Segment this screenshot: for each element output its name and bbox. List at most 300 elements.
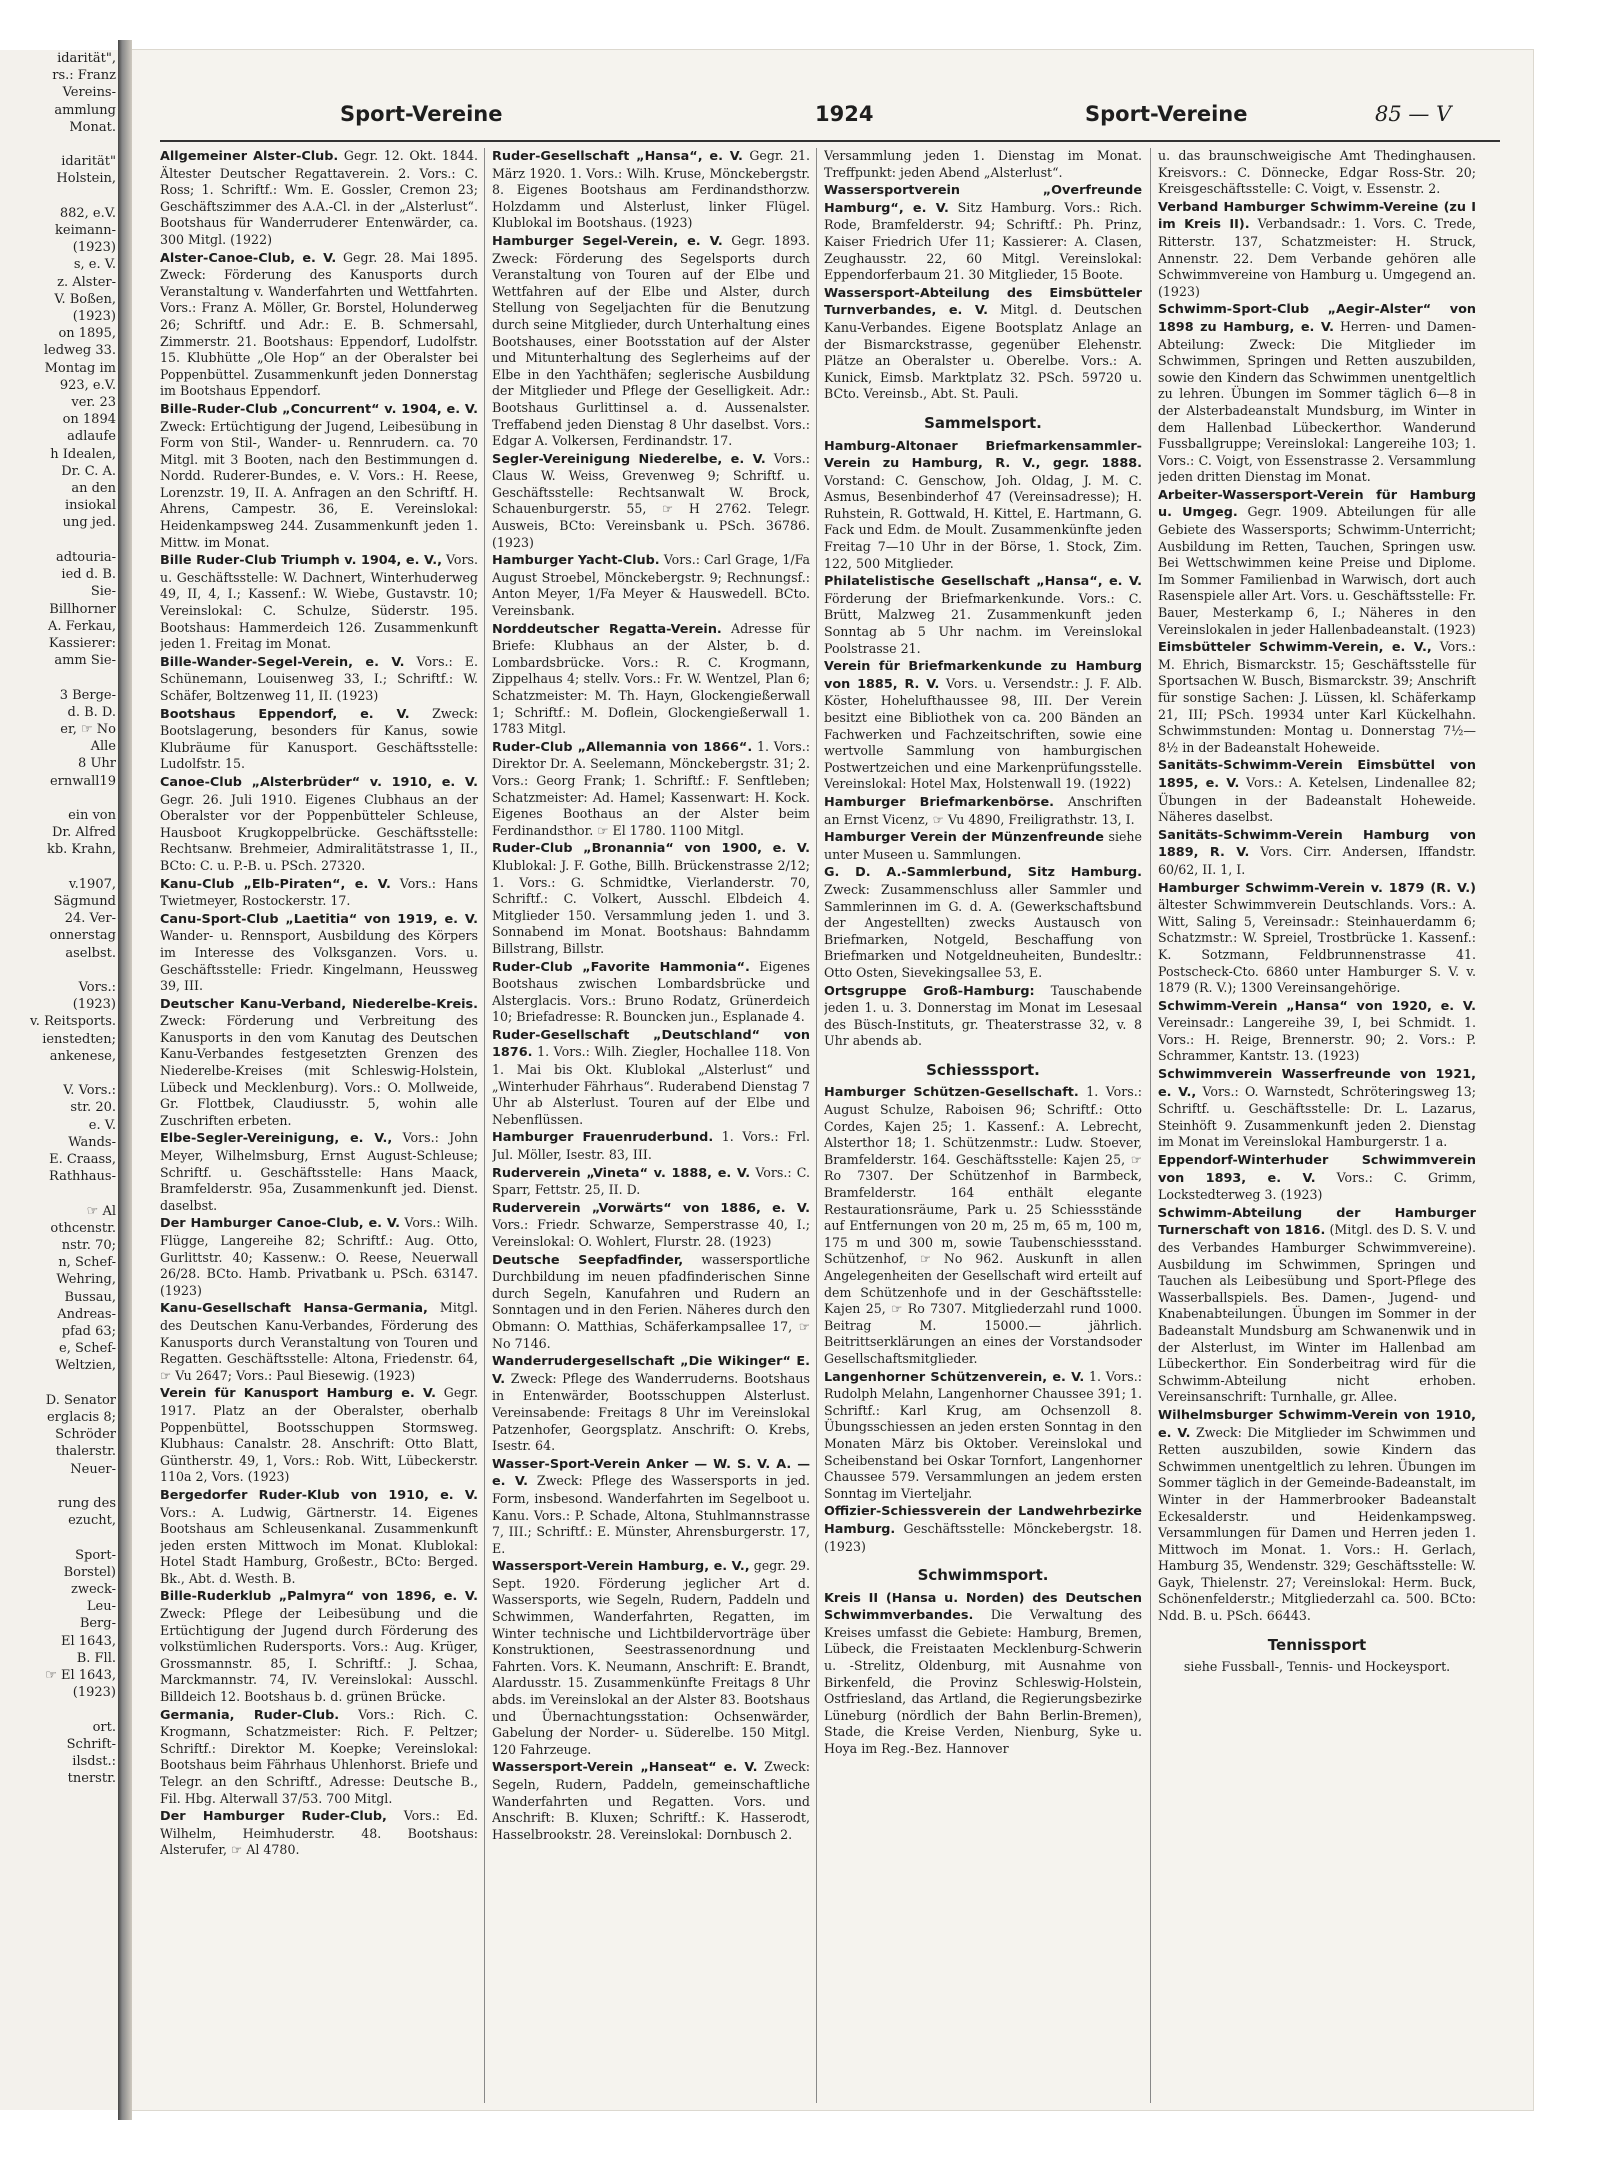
- gutter-line: 24. Ver-: [64, 911, 116, 927]
- gutter-line: ledweg 33.: [43, 343, 116, 359]
- column-divider: [484, 148, 485, 2103]
- club-entry: [492, 1252, 810, 1353]
- club-name: Allgemeiner Alster-Club.: [160, 149, 339, 164]
- club-details: Zweck: Die Mitglieder im Schwimmen und Retten auszubilden, sowie Kindern das Schwimmen unentgeltlich zu lehren. Übungen im Sommer täglich in der Gemeinde-Badeanstalt, im Winter in der Hammerbrooker Badeanstalt Eckesalderstr. und Heidenkampsweg. Versammlungen für Damen und Herren jeden 1. Mittwoch im Monat. 1. Vors.: H. Gerlach, Hamburg 35, Wendenstr. 329; Geschäftsstelle: W. Gayk, Thielenstr. 27; Vereinslokal: Herm. Buck, Schönenfelderstr.; Mitgliederzahl ca. 500. BCto: Ndd. B. u. PSch. 66443.: [1158, 1424, 1476, 1624]
- gutter-line: thalerstr.: [55, 1444, 116, 1460]
- club-entry: [160, 1385, 478, 1486]
- club-name: Bille-Ruder-Club „Concurrent“ v. 1904, e. V.: [160, 401, 478, 417]
- club-name: Canu-Sport-Club „Laetitia“ von 1919, e. V.: [160, 911, 478, 927]
- section-heading: Schwimmsport.: [917, 1566, 1049, 1585]
- club-entry: [824, 148, 1142, 181]
- club-entry: [160, 996, 478, 1130]
- gutter-line: ammlung: [54, 102, 116, 118]
- gutter-line: zweck-: [71, 1582, 116, 1598]
- club-details: Gegr. 1909. Abteilungen für alle Gebiete des Wassersports; Schwimm-Unterricht; Ausbildung im Retten, Tauchen, Springen usw. Bei Wettschwimmen keine Preise und Diplome. Im Sommer Familienbad in Warwisch, dort auch Rasenspiele aller Art. Vors. u. Geschäftsstelle: Fr. Bauer, Mesterkamp 6, I.; Näheres in den Vereinslokalen in jeder Hallenbadeanstalt. (1923): [1158, 504, 1476, 637]
- club-entry: [160, 1130, 478, 1214]
- club-entry: [492, 739, 810, 840]
- club-name: Offizier-Schiessverein der Landwehrbezirke Hamburg.: [824, 1504, 1142, 1537]
- gutter-line: e. V.: [88, 1117, 116, 1133]
- club-entry: [492, 1456, 810, 1558]
- gutter-line: Dr. Alfred: [51, 825, 116, 841]
- gutter-line: 3 Berge-: [59, 687, 116, 703]
- club-details: Vors. u. Geschäftsstelle: W. Dachnert, Winterhuderweg 49, II, 4, I.; Kassenf.: W. Wiebe, Gustavstr. 10; Vereinslokal: C. Schulze, Süderstr. 195. Bootshaus: Hammerdeich 126. Zusammenkunft jeden 1. Freitag im Monat.: [160, 552, 478, 652]
- club-details: siehe unter Museen u. Sammlungen.: [824, 829, 1142, 862]
- club-entry: [1158, 199, 1476, 301]
- club-name: G. D. A.-Sammlerbund, Sitz Hamburg.: [824, 865, 1142, 881]
- club-entry: [1158, 757, 1476, 825]
- club-details: Zweck: Pflege der Leibesübung und die Ertüchtigung der Jugend durch Förderung des volkstümlichen Rudersports. Vors.: Aug. Krüger, Grossmannstr. 85, I. Schriftf.: J. Schaa, Marckmannstr. 74, IV. Vereinslokal: Ausschl. Billdeich 12. Bootshaus b. d. grünen Brücke.: [160, 1606, 478, 1705]
- club-entry: [1158, 1407, 1476, 1625]
- club-details: Zweck: Ertüchtigung der Jugend, Leibesübung in Form von Stil-, Wander- u. Rennrudern. ca. 70 Mitgl. mit 3 Booten, nach den Bestimmungen d. Nordd. Ruderer-Bundes, e. V. Vors.: H. Reese, Lorenzstr. 19, II. A. Anfragen an den Schriftf. H. Ahrens, Campestr. 36, E. Vereinslokal: Heidenkampsweg 244. Zusammenkunft jeden 1. Mittw. im Monat.: [160, 418, 478, 550]
- club-entry: [160, 911, 478, 995]
- club-entry: [1158, 1152, 1476, 1204]
- club-entry: [492, 1200, 810, 1251]
- club-details: Geschäftsstelle: Mönckebergstr. 18. (1923): [824, 1520, 1142, 1554]
- club-details: Vors.: Friedr. Schwarze, Semperstrasse 40, I.; Vereinslokal: O. Wohlert, Flurstr. 28. (1923): [492, 1217, 810, 1249]
- gutter-line: s, e. V.: [73, 257, 116, 273]
- club-details: Zweck: Pflege des Wanderruderns. Bootshaus in Entenwärder, Bootsschuppen Alsterlust. Vereinsabende: Freitags 8 Uhr im Vereinslokal Patzenhofer, Georgsplatz. Anschrift: O. Krebs, Isestr. 64.: [492, 1370, 810, 1454]
- club-entry: [824, 1503, 1142, 1555]
- gutter-line: V. Vors.:: [63, 1083, 116, 1099]
- column-2: [492, 148, 810, 2103]
- gutter-line: [0, 1375, 120, 1392]
- club-name: Bille-Wander-Segel-Verein, e. V.: [160, 654, 405, 670]
- club-name: Hamburger Frauenruderbund.: [492, 1130, 714, 1146]
- gutter-line: Dr. C. A.: [61, 463, 116, 479]
- gutter-line: Alle: [90, 739, 116, 755]
- club-entry: [824, 1084, 1142, 1367]
- club-entry: [492, 148, 810, 232]
- gutter-line: ☞ Al: [86, 1203, 116, 1219]
- gutter-line: idarität": [61, 154, 116, 170]
- club-entry: [160, 1808, 478, 1859]
- club-entry: [1158, 827, 1476, 879]
- header-rule: [160, 140, 1500, 142]
- club-name: Philatelistische Gesellschaft „Hansa“, e. V.: [824, 574, 1142, 590]
- gutter-line: Kassierer:: [48, 635, 116, 651]
- gutter-line: ilsdst.:: [72, 1754, 116, 1770]
- gutter-line: h Idealen,: [50, 446, 116, 462]
- club-entry: [160, 876, 478, 910]
- club-details: u. das braunschweigische Amt Thedinghausen. Kreisvors.: C. Dönnecke, Edgar Ross-Str. 20; Kreisgeschäftsstelle: C. Voigt, v. Essenstr. 2.: [1158, 148, 1476, 197]
- gutter-line: Wands-: [68, 1134, 116, 1150]
- column-divider: [816, 148, 817, 2103]
- gutter-line: Vors.:: [78, 979, 116, 995]
- club-name: Deutscher Kanu-Verband, Niederelbe-Kreis.: [160, 996, 478, 1012]
- club-details: Vors.: Carl Grage, 1/Fa August Stroebel, Mönckebergstr. 9; Rechnungsf.: Anton Meyer, 1/Fa Meyer & Hauswedell. BCto. Vereinsbank.: [492, 552, 810, 619]
- header-right-title: Sport-Vereine: [1085, 102, 1248, 126]
- gutter-line: amm Sie-: [54, 653, 116, 669]
- club-details: Gegr. 12. Okt. 1844. Ältester Deutscher Regattaverein. 2. Vors.: C. Ross; 1. Schriftf.: Wm. E. Gossler, Cremon 23; Geschäftszimmer des A.A.-Cl. in der „Alsterlust“. Bootshaus für Wanderruderer Entenwärder, ca. 300 Mitgl. (1922): [160, 148, 478, 247]
- gutter-line: ernwall19: [49, 773, 116, 789]
- club-details: Vors.: Ed. Wilhelm, Heimhuderstr. 48. Bootshaus: Alsterufer, ☞ Al 4780.: [160, 1808, 478, 1858]
- club-details: Mitgl. d. Deutschen Kanu-Verbandes. Eigene Bootsplatz Anlage an der Bismarckstrasse, gegenüber Elehenstr. Plätze an Oberalster u. Oberelbe. Vors.: A. Kunick, Eimsb. Marktplatz 32. PSch. 59720 u. BCto. Vereinsb., Abt. St. Pauli.: [824, 302, 1142, 402]
- club-details: Zweck: Pflege des Wassersports in jed. Form, insbesond. Wanderfahrten im Segelboot u. Kanu. Vors.: P. Schade, Altona, Stuhlmannstrasse 7, III.; Schriftf.: E. Münster, Ahrensburgerstr. 17, E.: [492, 1473, 810, 1556]
- gutter-line: kb. Krahn,: [46, 842, 116, 858]
- club-details: 1. Vors.: Rudolph Melahn, Langenhorner Chaussee 391; 1. Schriftf.: Karl Krug, am Ochsenzoll 8. Übungsschiessen an jeden ersten Sonntag in den Monaten März bis Oktober. Vereinslokal und Scheibenstand bei Oskar Tornfort, Langenhorner Chaussee 579. Versammlungen an jedem ersten Sonntag im Vierteljahr.: [824, 1368, 1142, 1501]
- gutter-line: Sägmund: [53, 893, 116, 909]
- club-name: Hamburger Briefmarkenbörse.: [824, 794, 1055, 810]
- club-entry: [492, 1558, 810, 1758]
- club-name: Kanu-Club „Elb-Piraten“, e. V.: [160, 876, 391, 892]
- club-details: Zweck: Zusammenschluss aller Sammler und Sammlerinnen im G. d. A. (Gewerkschaftsbund der Angestellten) zwecks Austausch von Briefmarken, Notgeld, Beschaffung von Briefmarken und Notgeldneuheiten, Bundesltr.: Otto Osten, Sievekingsallee 53, E.: [824, 881, 1142, 980]
- gutter-line: Andreas-: [57, 1306, 116, 1322]
- gutter-line: D. Senator: [45, 1392, 116, 1408]
- gutter-line: Berg-: [79, 1616, 116, 1632]
- club-name: Wilhelmsburger Schwimm-Verein von 1910, e. V.: [1158, 1407, 1476, 1441]
- club-entry: [160, 1588, 478, 1705]
- club-details: Versammlung jeden 1. Dienstag im Monat. Treffpunkt: jeden Abend „Alsterlust“.: [824, 148, 1142, 180]
- club-details: Tauschabende jeden 1. u. 3. Donnerstag im Monat im Lesesaal des Büsch-Instituts, gr. Theaterstrasse 32, v. 8 Uhr abends ab.: [824, 982, 1142, 1049]
- club-details: 1. Vors.: Wilh. Ziegler, Hochallee 118. Von 1. Mai bis Okt. Klublokal „Alsterlust“ und „Winterhuder Fährhaus“. Ruderabend Dienstag 7 Uhr ab Alsterlust. Touren auf der Elbe und Nebenflüssen.: [492, 1044, 810, 1127]
- gutter-line: [0, 532, 120, 549]
- club-name: Der Hamburger Ruder-Club,: [160, 1809, 387, 1825]
- gutter-line: (1923): [72, 1685, 116, 1701]
- previous-page-fragment: [0, 50, 120, 2110]
- gutter-line: 8 Uhr: [78, 756, 116, 772]
- gutter-line: Leu-: [86, 1599, 116, 1615]
- club-entry: [492, 1027, 810, 1129]
- club-name: Bergedorfer Ruder-Klub von 1910, e. V.: [160, 1487, 478, 1503]
- club-details: Vors.: E. Schünemann, Louisenweg 33, I.; Schriftf.: W. Schäfer, Boltzenweg 11, II. (1923): [160, 653, 478, 703]
- club-name: Ruder-Club „Favorite Hammonia“.: [492, 959, 750, 975]
- club-details: Zweck: Segeln, Rudern, Paddeln, gemeinschaftliche Wanderfahrten und Regatten. Vors. und Anschrift: B. Kluxen; Schriftf.: K. Hasserodt, Hasselbrookstr. 28. Vereinslokal: Dornbusch 2.: [492, 1759, 810, 1842]
- club-details: Vereinsadr.: Langereihe 39, I, bei Schmidt. 1. Vors.: H. Reige, Brennerstr. 90; 2. Vors.: P. Schrammer, Kantstr. 13. (1923): [1158, 1015, 1476, 1064]
- gutter-line: [0, 136, 120, 153]
- gutter-line: idarität",: [57, 51, 116, 66]
- gutter-line: A. Ferkau,: [47, 618, 116, 634]
- club-name: Wassersportverein „Overfreunde Hamburg“, e. V.: [824, 183, 1142, 216]
- column-1: [160, 148, 478, 2103]
- club-entry: [824, 182, 1142, 284]
- gutter-line: v. Reitsports.: [30, 1014, 116, 1030]
- club-details: Vors.: M. Ehrich, Bismarckstr. 15; Geschäftsstelle für Sportsachen W. Busch, Bismarckstr. 39; Anschrift für sonstige Sachen: J. Lüssen, kl. Schäferkamp 21, III; PSch. 19934 unter Karl Kückelhahn. Schwimmstunden: Montag u. Donnerstag 7½—8½ in der Badeanstalt Hoheweide.: [1158, 639, 1476, 755]
- column-3: [824, 148, 1142, 2103]
- club-name: Schwimm-Abteilung der Hamburger Turnerschaft von 1816.: [1158, 1205, 1476, 1239]
- club-name: Arbeiter-Wassersport-Verein für Hamburg u. Umgeg.: [1158, 487, 1476, 521]
- page-header: [160, 96, 1500, 136]
- club-entry: [492, 621, 810, 738]
- gutter-line: [0, 859, 120, 876]
- gutter-line: othcenstr.: [50, 1220, 116, 1236]
- header-year: 1924: [815, 102, 874, 126]
- club-details: Sitz Hamburg. Vors.: Rich. Rode, Bramfelderstr. 94; Schriftf.: Ph. Prinz, Kaiser Friedrich Ufer 11; Kassierer: A. Clasen, Zeughausstr. 22, 60 Mitgl. Vereinslokal: Eppendorferbaum 21. 30 Mitglieder, 15 Boote.: [824, 199, 1142, 283]
- gutter-line: 923, e.V.: [59, 377, 116, 393]
- club-details: Vors. Cirr. Andersen, Iffandstr. 60/62, II. 1, I.: [1158, 844, 1476, 877]
- gutter-line: Weltzien,: [55, 1358, 116, 1374]
- club-entry: [1158, 639, 1476, 756]
- gutter-line: ienstedten;: [42, 1031, 116, 1047]
- club-details: Verbandsadr.: 1. Vors. C. Trede, Ritterstr. 137, Schatzmeister: H. Struck, Annenstr. 22. Dem Verbande gehören alle Schwimmvereine von Hamburg u. Umgegend an. (1923): [1158, 216, 1476, 299]
- club-entry: [824, 1369, 1142, 1503]
- gutter-line: Schröder: [55, 1427, 116, 1443]
- club-entry: [1158, 487, 1476, 638]
- gutter-line: [0, 188, 120, 205]
- club-details: Vors.: C. Grimm, Lockstedterweg 3. (1923): [1158, 1169, 1476, 1203]
- gutter-line: E. Craass,: [49, 1152, 116, 1167]
- gutter-line: V. Boßen,: [54, 291, 116, 307]
- gutter-line: Sie-: [90, 584, 116, 600]
- gutter-line: Neuer-: [70, 1461, 116, 1477]
- club-entry: [160, 1487, 478, 1588]
- club-name: Wassersport-Abteilung des Eimsbütteler Turnverbandes, e. V.: [824, 285, 1142, 319]
- gutter-line: B. Fll.: [76, 1650, 116, 1666]
- gutter-line: adlaufe: [67, 429, 116, 445]
- club-entry: [824, 864, 1142, 981]
- club-details: ältester Schwimmverein Deutschlands. Vors.: A. Witt, Saling 5, Vereinsadr.: Steinhauerdamm 6; Schatzmstr.: W. Spreiel, Trostbrücke 1. Kassenf.: K. Sotzmann, Feldbrunnenstrasse 41. Postscheck-Cto. 6860 unter Hamburger S. V. v. 1879 (R. V.); 1300 Vereinsangehörige.: [1158, 897, 1476, 996]
- club-name: Verein für Kanusport Hamburg e. V.: [160, 1386, 437, 1402]
- gutter-line: [0, 1185, 120, 1202]
- gutter-line: v.1907,: [68, 876, 116, 892]
- club-entry: [492, 1353, 810, 1455]
- gutter-line: ☞ El 1643,: [45, 1668, 116, 1684]
- club-name: Wasser-Sport-Verein Anker — W. S. V. A. — e. V.: [492, 1456, 810, 1490]
- club-details: Vors.: Rich. C. Krogmann, Schatzmeister: Rich. F. Peltzer; Schriftf.: Direktor M. Koepke; Vereinslokal: Bootshaus beim Fährhaus Uhlenhorst. Briefe und Telegr. an den Schriftf., Adresse: Deutsche B., Fil. Hbg. Alterwall 37/53. 700 Mitgl.: [160, 1706, 478, 1806]
- club-details: Klublokal: J. F. Gothe, Billh. Brückenstrasse 2/12; 1. Vors.: G. Schmidtke, Vierlanderstr. 70, Schriftf.: C. Volkert, Ausschl. Elbdeich 4. Mitglieder 150. Versammlung jeden 1. und 3. Sonnabend im Monat. Bootshaus: Bahndamm Billstrang, Billstr.: [492, 857, 810, 956]
- club-name: Wassersport-Verein Hamburg, e. V.,: [492, 1559, 750, 1575]
- club-entry: [492, 1165, 810, 1199]
- club-name: Sanitäts-Schwimm-Verein Hamburg von 1889, R. V.: [1158, 827, 1476, 861]
- club-name: Schwimm-Verein „Hansa“ von 1920, e. V.: [1158, 998, 1476, 1014]
- club-details: Vors.: Hans Twietmeyer, Rostockerstr. 17.: [160, 875, 478, 909]
- club-name: Segler-Vereinigung Niederelbe, e. V.: [492, 451, 766, 467]
- club-name: Verband Hamburger Schwimm-Vereine (zu I im Kreis II).: [1158, 199, 1476, 233]
- club-details: Vorstand: C. Genschow, Joh. Oldag, J. M. C. Asmus, Besenbinderhof 47 (Vereinsadresse); H. Ruhstein, R. Gottwald, H. Kittel, E. Hartmann, G. Fack und Edm. de Moult. Zusammenkünfte jeden Freitag 7—10 Uhr in der Börse, 1. Stock, Zim. 122, 500 Mitglieder.: [824, 472, 1142, 571]
- club-details: Förderung der Briefmarkenkunde. Vors.: C. Brütt, Malzweg 21. Zusammenkunft jeden Sonntag ab 5 Uhr nachm. im Vereinslokal Poolstrasse 21.: [824, 590, 1142, 656]
- club-entry: [824, 794, 1142, 828]
- club-details: Die Verwaltung des Kreises umfasst die Gebiete: Hamburg, Bremen, Lübeck, die Freistaaten Mecklenburg-Schwerin u. -Strelitz, Oldenburg, mit Ausnahme von Birkenfeld, die Provinz Schleswig-Holstein, Ostfriesland, das Artland, die Regierungsbezirke Lüneburg (nördlich der Bahn Berlin-Bremen), Stade, die Kreise Verden, Nienburg, Syke u. Hoya im Reg.-Bez. Hannover: [824, 1607, 1142, 1757]
- club-entry: [824, 438, 1142, 573]
- club-name: Kanu-Gesellschaft Hansa-Germania,: [160, 1301, 428, 1317]
- gutter-line: aselbst.: [65, 945, 116, 961]
- gutter-line: Billhorner: [49, 601, 116, 617]
- gutter-line: Sport-: [75, 1547, 116, 1563]
- club-entry: [1158, 880, 1476, 997]
- club-name: Norddeutscher Regatta-Verein.: [492, 621, 722, 637]
- club-details: Vors.: C. Sparr, Fettstr. 25, II. D.: [492, 1164, 810, 1198]
- club-name: Schwimmverein Wasserfreunde von 1921, e. V.,: [1158, 1067, 1476, 1100]
- club-entry: [160, 1707, 478, 1808]
- club-name: Deutsche Seepfadfinder,: [492, 1252, 684, 1268]
- club-details: wassersportliche Durchbildung im neuen pfadfinderischen Sinne durch Segeln, Kanufahren und Rudern an Sonntagen und in den Ferien. Näheres durch den Obmann: O. Matthias, Schäferkampsallee 17, ☞ No 7146.: [492, 1251, 810, 1351]
- club-name: Ruderverein „Vorwärts“ von 1886, e. V.: [492, 1200, 810, 1216]
- club-entry: [160, 552, 478, 653]
- club-details: Gegr. 26. Juli 1910. Eigenes Clubhaus an der Oberalster vor der Poppenbütteler Schleuse, Hausboot Krugkoppelbrücke. Geschäftsstelle: Rechtsanw. Brehmeier, Admiralitätstrasse 1, II., BCto: C. u. P.-B. u. PSch. 27320.: [160, 791, 478, 873]
- column-divider: [1150, 148, 1151, 2103]
- club-name: Canoe-Club „Alsterbrüder“ v. 1910, e. V.: [160, 774, 478, 790]
- gutter-line: Schrift-: [66, 1736, 116, 1752]
- gutter-line: ezucht,: [68, 1513, 116, 1529]
- club-name: Verein für Briefmarkenkunde zu Hamburg von 1885, R. V.: [824, 659, 1142, 692]
- club-entry: [160, 250, 478, 400]
- club-entry: [824, 983, 1142, 1050]
- club-details: Anschriften an Ernst Vicenz, ☞ Vu 4890, Freiligrathstr. 13, I.: [824, 793, 1142, 827]
- club-name: Der Hamburger Canoe-Club, e. V.: [160, 1216, 400, 1232]
- club-details: Zweck: Förderung und Verbreitung des Kanusports in den vom Kanutag des Deutschen Kanu-Verbandes festgesetzten Grenzen des Niederelbe-Kreises (mit Schleswig-Holstein, Lübeck und Mecklenburg). Vors.: O. Mollweide, Gr. Flottbek, Claudiusstr. 5, wohin alle Zuschriften erbeten.: [160, 1013, 478, 1128]
- club-name: Eppendorf-Winterhuder Schwimmverein von 1893, e. V.: [1158, 1153, 1476, 1186]
- page-number: 85 — V: [1375, 102, 1452, 126]
- club-details: Adresse für Briefe: Klubhaus an der Alster, b. d. Lombardsbrücke. Vors.: R. C. Krogmann, Zippelhaus 4; stellv. Vors.: Fr. W. Wentzel, Plan 6; Schatzmeister: M. Th. Hayn, Glockengießerwall 1; Schriftf.: M. Doflein, Glockengießerwall 1. 1783 Mitgl.: [492, 620, 810, 737]
- club-details: Vors.: A. Ludwig, Gärtnerstr. 14. Eigenes Bootshaus am Schleusenkanal. Zusammenkunft jeden ersten Mittwoch im Monat. Klublokal: Hotel Stadt Hamburg, Großestr., BCto: Berged. Bk., Abt. d. Westh. B.: [160, 1504, 478, 1586]
- gutter-line: pfad 63;: [61, 1324, 116, 1340]
- club-name: Germania, Ruder-Club.: [160, 1707, 340, 1723]
- gutter-line: er, ☞ No: [60, 721, 116, 737]
- gutter-line: ung jed.: [62, 515, 116, 531]
- club-details: 1. Vors.: Frl. Jul. Möller, Isestr. 83, III.: [492, 1129, 810, 1163]
- club-name: Hamburger Schützen-Gesellschaft.: [824, 1085, 1079, 1101]
- section-heading: Sammelsport.: [924, 413, 1042, 432]
- gutter-line: (1923): [72, 309, 116, 325]
- club-name: Ruder-Club „Bronannia“ von 1900, e. V.: [492, 841, 810, 857]
- club-name: Eimsbütteler Schwimm-Verein, e. V.,: [1158, 640, 1432, 656]
- club-entry: [160, 654, 478, 705]
- column-4: [1158, 148, 1476, 2103]
- club-entry: [824, 1590, 1142, 1758]
- club-name: Schwimm-Sport-Club „Aegir-Alster“ von 1898 zu Hamburg, e. V.: [1158, 302, 1476, 335]
- gutter-line: rung des: [57, 1496, 116, 1512]
- club-details: gegr. 29. Sept. 1920. Förderung jeglicher Art d. Wassersports, wie Segeln, Rudern, Paddeln und Schwimmen, Wanderfahrten, Regatten, im Winter technische und Lichtbildervorträge über Konstruktionen, Seestrassenordnung und Fahrten. Vors. K. Neumann, Anschrift: E. Brandt, Alardusstr. 15. Zusammenkünfte Freitags 8 Uhr abds. im Vereinslokal an der Alster 83. Bootshaus und Übernachtungsstation: Ochsenwärder, Gabelung der Norder- u. Süderelbe. 150 Mitgl. 120 Fahrzeuge.: [492, 1558, 810, 1757]
- gutter-line: [0, 1529, 120, 1546]
- gutter-line: on 1895,: [58, 326, 116, 342]
- gutter-line: ankenese,: [49, 1048, 116, 1064]
- gutter-line: [0, 790, 120, 807]
- gutter-line: insiokal: [65, 498, 116, 514]
- club-details: Vors.: O. Warnstedt, Schröteringsweg 13; Schriftf. u. Geschäftsstelle: Dr. L. Lazarus, Steinhöft 9. Zusammenkunft jeden 2. Dienstag im Monat im Vereinslokal Hamburgerstr. 1 a.: [1158, 1083, 1476, 1150]
- club-name: Bille Ruder-Club Triumph v. 1904, e. V.,: [160, 553, 442, 569]
- gutter-line: Borstel): [63, 1564, 116, 1580]
- club-details: (Mitgl. des D. S. V. und des Verbandes Hamburger Schwimmvereine). Ausbildung im Schwimmen, Springen und Tauchen als Leibesübung und Sport-Pflege des Wasserballspiels. Bes. Damen-, Jugend- und Knabenabteilungen. Übungen im Sommer in der Badeanstalt Mundsburg am Schwanenwik und in der Alsterlust, im Winter im Hallenbad am Lübeckerthor. Ein Sonderbeitrag wird für die Schwimm-Abteilung nicht erhoben. Vereinsanschrift: Turnhalle, gr. Allee.: [1158, 1222, 1476, 1405]
- club-entry: [824, 573, 1142, 657]
- gutter-line: Vereins-: [62, 85, 116, 101]
- gutter-line: tnerstr.: [67, 1771, 116, 1787]
- club-entry: [1158, 998, 1476, 1065]
- gutter-line: ied d. B.: [61, 567, 116, 583]
- club-name: Hamburger Schwimm-Verein v. 1879 (R. V.): [1158, 880, 1476, 896]
- club-entry: [492, 1759, 810, 1843]
- gutter-line: z. Alster-: [57, 274, 116, 290]
- club-details: Vors. u. Versendstr.: J. F. Alb. Köster, Hohelufthaussee 98, III. Der Verein besitzt eine Bibliothek von ca. 200 Bänden an Fachwerken und Fachzeitschriften, sowie eine wertvolle Sammlung von hamburgischen Postwertzeichen und eine Markenprüfungsstelle. Vereinslokal: Hotel Max, Holstenwall 19. (1922): [824, 675, 1142, 792]
- club-entry: [1158, 301, 1476, 486]
- club-name: Alster-Canoe-Club, e. V.: [160, 250, 337, 266]
- club-details: Wander- u. Rennsport, Ausbildung des Körpers im Interesse des Volksganzen. Vors. u. Geschäftsstelle: Friedr. Kingelmann, Heussweg 39, III.: [160, 928, 478, 994]
- club-entry: [824, 829, 1142, 863]
- gutter-line: onnerstag: [49, 928, 116, 944]
- club-entry: [1158, 1205, 1476, 1406]
- club-details: Vors.: John Meyer, Wilhelmsburg, Ernst August-Schleuse; Schriftf. u. Geschäftsstelle: Hans Maack, Bramfelderstr. 95a, Zusammenkunft jed. Dienst. daselbst.: [160, 1130, 478, 1213]
- club-details: Eigenes Bootshaus zwischen Lombardsbrücke und Alsterglacis. Vors.: Bruno Rodatz, Grünerdeich 10; Briefadresse: R. Bouncken jun., Esplanade 4.: [492, 958, 810, 1025]
- club-details: Vors.: Wilh. Flügge, Langereihe 82; Schriftf.: Aug. Otto, Gurlittstr. 40; Kassenw.: O. Reese, Neuerwall 26/28. BCto. Hamb. Privatbank u. PSch. 63147. (1923): [160, 1215, 478, 1298]
- gutter-line: Monat.: [69, 119, 116, 135]
- club-entry: [492, 233, 810, 450]
- club-details: Zweck: Bootslagerung, besonders für Kanus, sowie Klubräume für Kanusport. Geschäftsstelle: Ludolfstr. 15.: [160, 705, 478, 772]
- gutter-line: adtouria-: [55, 549, 116, 565]
- club-entry: [1158, 1066, 1476, 1151]
- club-details: Vors.: Claus W. Weiss, Grevenweg 9; Schriftf. u. Geschäftsstelle: Rechtsanwalt W. Brock, Schauenburgerstr. 55, ☞ H 2762. Telegr. Ausweis, BCto: Vereinsbank u. PSch. 36786. (1923): [492, 450, 810, 550]
- club-details: Gegr. 1917. Platz an der Oberalster, oberhalb Poppenbüttel, Bootsschuppen Stormsweg. Klubhaus: Canalstr. 28. Anschrift: Otto Blatt, Güntherstr. 49, 1, Vors.: Rob. Witt, Lübeckerstr. 110a 2, Vors. (1923): [160, 1385, 478, 1485]
- club-entry: [492, 959, 810, 1026]
- club-name: Hamburger Yacht-Club.: [492, 553, 660, 569]
- gutter-line: [0, 669, 120, 686]
- club-entry: [160, 706, 478, 773]
- cross-reference-note: siehe Fussball-, Tennis- und Hockeysport.: [1183, 1659, 1451, 1675]
- gutter-line: on 1894: [62, 412, 116, 428]
- club-name: Hamburg-Altonaer Briefmarkensammler-Verein zu Hamburg, R. V., gegr. 1888.: [824, 438, 1142, 472]
- gutter-line: [0, 1478, 120, 1495]
- club-entry: [492, 1129, 810, 1163]
- club-details: Vors.: A. Ketelsen, Lindenallee 82; Übungen in der Badeanstalt Hoheweide. Näheres daselbst.: [1158, 774, 1476, 825]
- gutter-line: Bussau,: [64, 1289, 116, 1305]
- club-entry: [160, 148, 478, 249]
- club-name: Langenhorner Schützenverein, e. V.: [824, 1369, 1085, 1385]
- club-details: 1. Vors.: Direktor Dr. A. Seelemann, Mönckebergstr. 31; 2. Vors.: Georg Frank; 1. Schriftf.: F. Senftleben; Schatzmeister: Ad. Hamel; Kassenwart: H. Kock. Eigenes Boothaus an der Alster beim Ferdinandsthor. ☞ El 1780. 1100 Mitgl.: [492, 738, 810, 838]
- section-heading: Tennissport: [1267, 1635, 1367, 1654]
- club-name: Hamburger Verein der Münzenfreunde: [824, 830, 1104, 846]
- gutter-line: 882, e.V.: [59, 205, 116, 221]
- club-entry: [160, 401, 478, 551]
- gutter-line: [0, 1065, 120, 1082]
- club-name: Ruder-Club „Allemannia von 1866“.: [492, 739, 753, 755]
- club-name: Bille-Ruderklub „Palmyra“ von 1896, e. V.: [160, 1589, 478, 1605]
- club-name: Elbe-Segler-Vereinigung, e. V.,: [160, 1131, 393, 1147]
- gutter-line: ver. 23: [71, 395, 116, 411]
- gutter-line: rs.: Franz: [52, 68, 116, 84]
- gutter-line: d. B. D.: [67, 704, 116, 720]
- club-entry: [160, 1215, 478, 1299]
- club-entry: [160, 774, 478, 875]
- gutter-line: Montag im: [44, 360, 116, 376]
- club-name: Ruder-Gesellschaft „Hansa“, e. V.: [492, 149, 743, 164]
- club-name: Sanitäts-Schwimm-Verein Eimsbüttel von 1895, e. V.: [1158, 758, 1476, 791]
- header-left-title: Sport-Vereine: [340, 102, 503, 126]
- club-name: Kreis II (Hansa u. Norden) des Deutschen Schwimmverbandes.: [824, 1590, 1142, 1624]
- club-details: Mitgl. des Deutschen Kanu-Verbandes, Förderung des Kanusports durch Veranstaltung von Touren und Regatten. Geschäftsstelle: Altona, Friedenstr. 64, ☞ Vu 2647; Vors.: Paul Biesewig. (1923): [160, 1300, 478, 1383]
- club-details: Gegr. 21. März 1920. 1. Vors.: Wilh. Kruse, Mönckebergstr. 8. Eigenes Bootshaus am Ferdinandsthorzw. Holzdamm und Alsterlust, linker Flügel. Klublokal im Bootshaus. (1923): [492, 148, 810, 231]
- gutter-line: erglacis 8;: [46, 1410, 116, 1426]
- gutter-line: n, Schef-: [58, 1255, 116, 1271]
- gutter-text: [0, 50, 120, 1788]
- gutter-line: an den: [71, 481, 116, 497]
- club-entry: [1158, 148, 1476, 198]
- gutter-line: e, Schef-: [59, 1341, 116, 1357]
- gutter-line: [0, 1702, 120, 1719]
- gutter-line: ort.: [92, 1719, 116, 1735]
- gutter-line: (1923): [72, 240, 116, 256]
- section-heading: Schiesssport.: [926, 1060, 1040, 1079]
- club-entry: [492, 840, 810, 957]
- club-details: Gegr. 28. Mai 1895. Zweck: Förderung des Kanusports durch Veranstaltung v. Wanderfahrten und Wettfahrten. Vors.: Franz A. Möller, Gr. Borstel, Holunderweg 26; Schriftf. und Adr.: E. B. Schmersahl, Zimmerstr. 21. Bootshaus: Eppendorf, Ludolfstr. 15. Klubhütte „Ole Hop“ an der Oberalster bei Poppenbüttel. Zusammenkunft jeden Donnerstag im Bootshaus Eppendorf.: [160, 249, 478, 399]
- gutter-line: ein von: [68, 807, 116, 823]
- gutter-line: [0, 962, 120, 979]
- club-name: Hamburger Segel-Verein, e. V.: [492, 233, 723, 249]
- gutter-line: El 1643,: [61, 1633, 116, 1649]
- club-details: Herren- und Damen-Abteilung: Zweck: Die Mitglieder im Schwimmen, Springen und Retten auszubilden, sowie den Kindern das Schwimmen unentgeltlich zu lehren. Übungen im Sommer täglich 6—8 in der Alsterbadeanstalt Mundsburg, im Winter in dem Hallenbad Lübeckerthor. Wanderund Fussballgruppe; Vereinslokal: Langereihe 103; 1. Vors.: C. Voigt, von Essenstrasse 2. Versammlung jeden dritten Dienstag im Monat.: [1158, 318, 1476, 485]
- gutter-line: Wehring,: [56, 1272, 116, 1288]
- gutter-line: keimann-: [55, 223, 116, 239]
- club-details: Gegr. 1893. Zweck: Förderung des Segelsports durch Veranstaltung von Touren auf der Elbe und Wettfahren auf der Elbe und Alster, durch Stellung von Segeljachten für die Benutzung durch seine Mitglieder, durch Unterhaltung eines Bootshauses, einer Bootsstation auf der Alster und Mitunterhaltung des Seglerheims auf der Elbe in den Yachthäfen; seglerische Ausbildung der Mitglieder und Pflege der Geselligkeit. Adr.: Bootshaus Gurlittinsel a. d. Aussenalster. Treffabend jeden Dienstag 8 Uhr daselbst. Vors.: Edgar A. Volkersen, Ferdinandstr. 17.: [492, 232, 810, 449]
- club-name: Ortsgruppe Groß-Hamburg:: [824, 983, 1035, 999]
- club-name: Bootshaus Eppendorf, e. V.: [160, 706, 410, 722]
- club-entry: [824, 285, 1142, 403]
- club-entry: [492, 451, 810, 552]
- club-entry: [160, 1300, 478, 1384]
- gutter-line: Rathhaus-: [49, 1169, 116, 1185]
- club-name: Wanderrudergesellschaft „Die Wikinger“ E. V.: [492, 1354, 810, 1387]
- club-entry: [492, 552, 810, 619]
- club-name: Ruderverein „Vineta“ v. 1888, e. V.: [492, 1165, 751, 1181]
- gutter-line: str. 20.: [70, 1100, 116, 1116]
- club-name: Wassersport-Verein „Hanseat“ e. V.: [492, 1760, 758, 1776]
- club-details: 1. Vors.: August Schulze, Raboisen 96; Schriftf.: Otto Cordes, Kajen 25; 1. Kassenf.: A. Lebrecht, Alsterthor 18; 1. Schützenmstr.: Ludw. Stoever, Bramfelderstr. 164. Geschäftsstelle: Kajen 25, ☞ Ro 7307. Der Schützenhof in Barmbeck, Bramfelderstr. 164 enthält elegante Restaurationsräume, Park u. 25 Schiessstände auf Entfernungen von 20 m, 25 m, 65 m, 100 m, 175 m und 300 m, sowie Taubenschiessstand. Schützenhof, ☞ No 962. Auskunft in allen Angelegenheiten der Gesellschaft wird erteilt auf dem Schützenhofe und in der Geschäftsstelle: Kajen 25, ☞ Ro 7307. Mitgliederzahl rund 1000. Beitrag M. 15000.— jährlich. Beitrittserklärungen an eines der Vorstandsoder Gesellschaftsmitglieder.: [824, 1084, 1142, 1366]
